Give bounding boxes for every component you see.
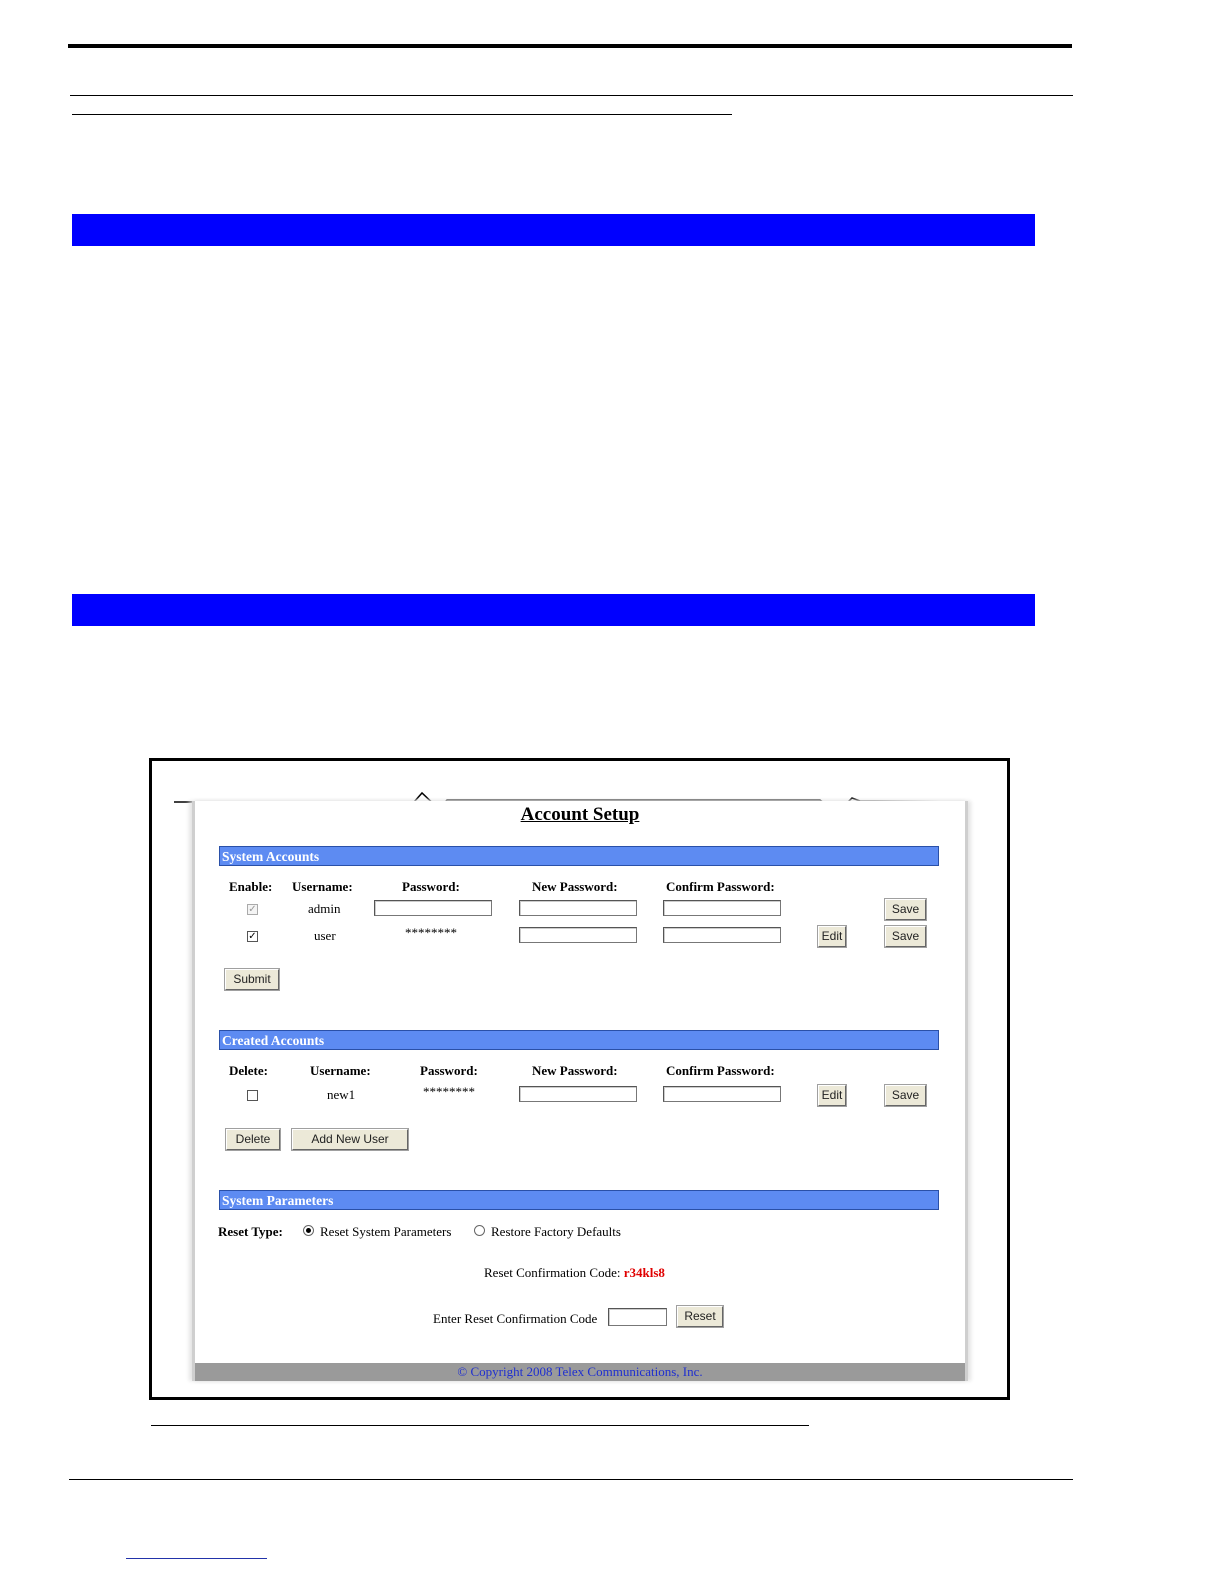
reset-system-parameters-radio[interactable] [303, 1225, 314, 1236]
user-save-button[interactable]: Save [885, 926, 926, 947]
restore-factory-defaults-radio[interactable] [474, 1225, 485, 1236]
enter-code-label: Enter Reset Confirmation Code [433, 1311, 598, 1326]
copyright-footer: © Copyright 2008 Telex Communications, Inc. [195, 1363, 965, 1381]
footer-rule [69, 1479, 1073, 1480]
col-enable: Enable: [229, 879, 273, 894]
new1-password-mask: ******** [423, 1084, 475, 1099]
admin-confirm-password-input[interactable] [663, 900, 781, 916]
section-band-1 [72, 214, 1035, 246]
page-title: Account Setup [520, 804, 640, 825]
restore-factory-defaults-label: Restore Factory Defaults [491, 1224, 621, 1239]
admin-enable-checkbox[interactable]: ✓ [248, 904, 257, 915]
screenshot-figure [149, 758, 1010, 1400]
user-confirm-password-input[interactable] [663, 927, 781, 943]
col-password-created: Password: [420, 1063, 478, 1078]
reset-code-label: Reset Confirmation Code: [484, 1265, 621, 1280]
account-setup-panel [192, 801, 968, 1381]
caption-underline [151, 1425, 809, 1426]
reset-code-input[interactable] [608, 1308, 667, 1326]
col-username: Username: [292, 879, 353, 894]
delete-button[interactable]: Delete [226, 1129, 280, 1150]
col-confirm-password: Confirm Password: [666, 879, 775, 894]
system-accounts-header: System Accounts [219, 846, 939, 866]
new1-edit-button[interactable]: Edit [818, 1085, 846, 1106]
reset-button[interactable]: Reset [677, 1306, 723, 1327]
admin-save-button[interactable]: Save [885, 899, 926, 920]
section-title-underline [72, 114, 732, 115]
system-parameters-header: System Parameters [219, 1190, 939, 1210]
reset-code-value: r34kls8 [623, 1265, 665, 1280]
submit-button[interactable]: Submit [225, 969, 279, 990]
col-delete: Delete: [229, 1063, 268, 1078]
bottom-link-underline [126, 1558, 267, 1559]
admin-new-password-input[interactable] [519, 900, 637, 916]
col-password: Password: [402, 879, 460, 894]
new1-new-password-input[interactable] [519, 1086, 637, 1102]
section-band-2 [72, 594, 1035, 626]
user-edit-button[interactable]: Edit [818, 926, 846, 947]
admin-username: admin [308, 901, 341, 916]
user-password-mask: ******** [405, 925, 457, 940]
reset-type-label: Reset Type: [218, 1224, 283, 1239]
col-confirm-password-created: Confirm Password: [666, 1063, 775, 1078]
new1-save-button[interactable]: Save [885, 1085, 926, 1106]
new1-delete-checkbox[interactable] [247, 1090, 258, 1101]
col-new-password-created: New Password: [532, 1063, 618, 1078]
created-accounts-header: Created Accounts [219, 1030, 939, 1050]
top-thick-rule [68, 44, 1072, 48]
col-new-password: New Password: [532, 879, 618, 894]
header-rule [70, 95, 1073, 96]
col-username-created: Username: [310, 1063, 371, 1078]
new1-confirm-password-input[interactable] [663, 1086, 781, 1102]
user-new-password-input[interactable] [519, 927, 637, 943]
reset-system-parameters-label: Reset System Parameters [320, 1224, 452, 1239]
user-username: user [314, 928, 336, 943]
admin-password-input[interactable] [374, 900, 492, 916]
new1-username: new1 [327, 1087, 356, 1102]
user-enable-checkbox[interactable]: ✓ [248, 931, 257, 942]
add-new-user-button[interactable]: Add New User [292, 1129, 408, 1150]
reset-code-line [484, 1265, 665, 1281]
